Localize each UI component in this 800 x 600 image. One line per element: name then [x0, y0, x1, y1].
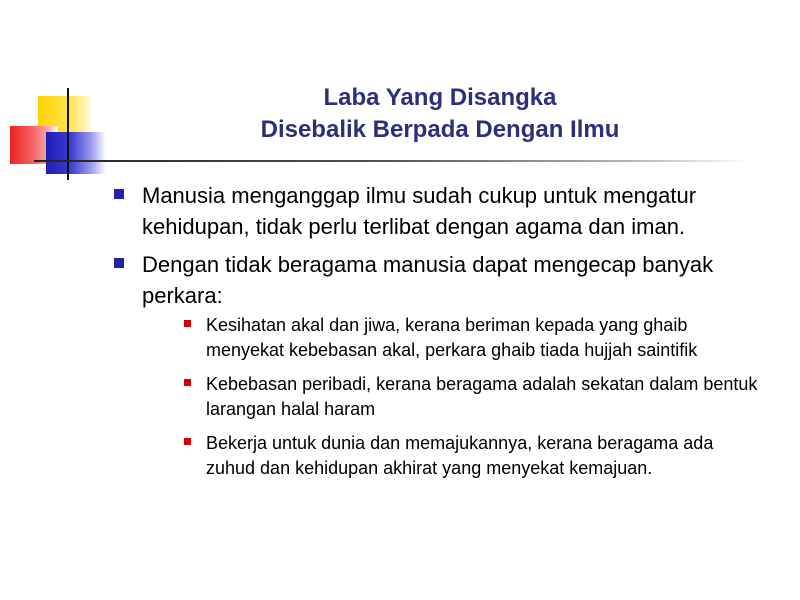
- title-line-1: Laba Yang Disangka: [323, 84, 557, 111]
- sub-bullet-item: [182, 313, 762, 363]
- sub-bullet-list: [182, 313, 762, 481]
- square-bullet-icon: [114, 189, 124, 199]
- decorative-blue-square: [46, 132, 106, 174]
- small-square-bullet-icon: [184, 438, 191, 445]
- small-square-bullet-icon: [184, 379, 191, 386]
- bullet-item: [112, 249, 762, 481]
- bullet-item: [112, 180, 762, 242]
- title-divider-line: [34, 160, 750, 162]
- square-bullet-icon: [114, 258, 124, 268]
- bullet-text: Manusia menganggap ilmu sudah cukup untuk mengatur kehidupan, tidak perlu terlibat dengan agama dan iman.: [142, 183, 697, 239]
- slide-content: [112, 180, 762, 490]
- bullet-text: Dengan tidak beragama manusia dapat mengecap banyak perkara:: [142, 252, 714, 308]
- sub-bullet-text: Bekerja untuk dunia dan memajukannya, kerana beragama ada zuhud dan kehidupan akhirat yang menyekat kemajuan.: [206, 433, 714, 478]
- sub-bullet-text: Kebebasan peribadi, kerana beragama adalah sekatan dalam bentuk larangan halal haram: [206, 374, 758, 419]
- sub-bullet-item: [182, 431, 762, 481]
- sub-bullet-item: [182, 372, 762, 422]
- sub-bullet-text: Kesihatan akal dan jiwa, kerana beriman kepada yang ghaib menyekat kebebasan akal, perkara ghaib tiada hujjah saintifik: [206, 315, 698, 360]
- slide-title: [140, 82, 740, 146]
- small-square-bullet-icon: [184, 320, 191, 327]
- decorative-vertical-line: [67, 88, 69, 180]
- title-line-2: Disebalik Berpada Dengan Ilmu: [260, 116, 620, 143]
